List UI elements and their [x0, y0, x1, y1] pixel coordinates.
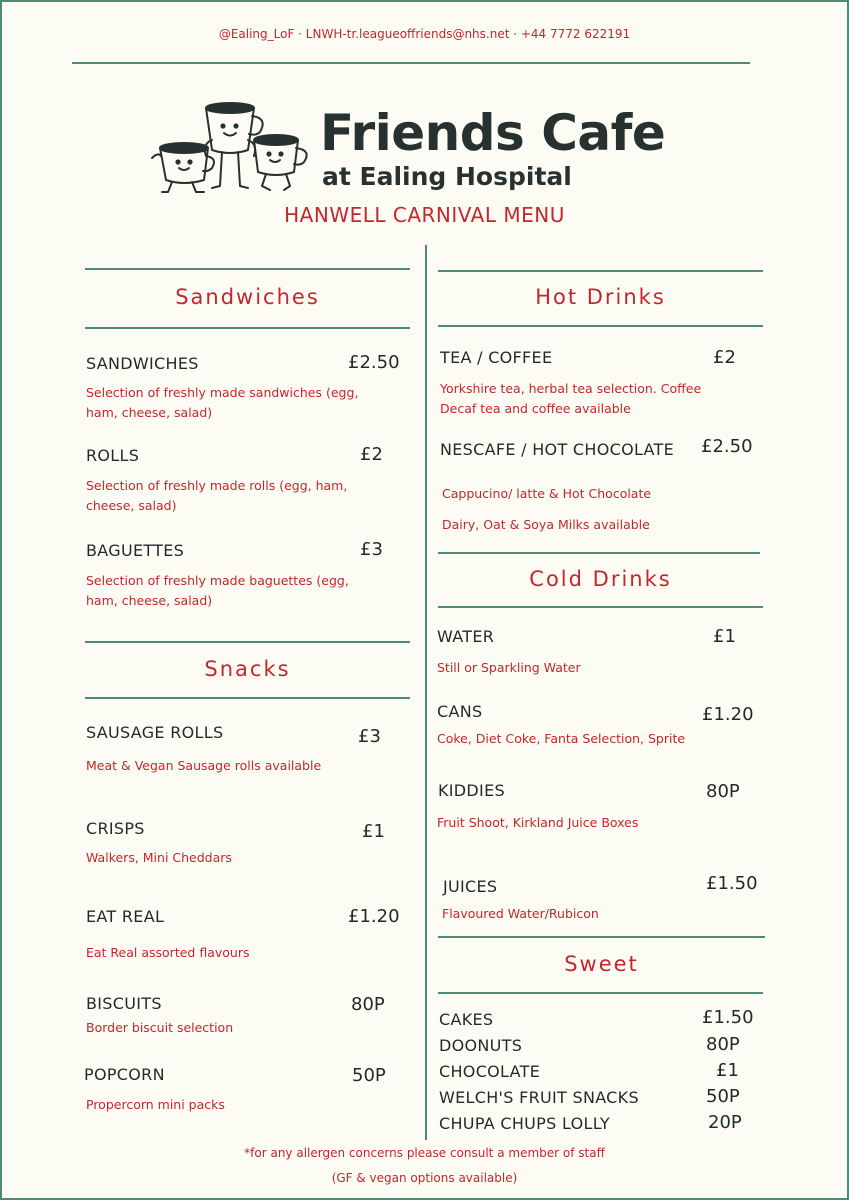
- cafe-subtitle: at Ealing Hospital: [322, 162, 572, 191]
- section-rule: [85, 268, 410, 270]
- item-description: Dairy, Oat & Soya Milks available: [442, 517, 650, 532]
- item-price: £2.50: [348, 352, 400, 373]
- item-description: Coke, Diet Coke, Fanta Selection, Sprite: [437, 731, 686, 746]
- item-name: WATER: [437, 627, 495, 646]
- item-name: TEA / COFFEE: [440, 348, 553, 367]
- item-price: 80P: [706, 1034, 740, 1055]
- item-name: KIDDIES: [438, 781, 505, 800]
- item-price: £1.50: [702, 1007, 754, 1028]
- item-price: £1.20: [348, 906, 400, 927]
- item-name: CHUPA CHUPS LOLLY: [439, 1114, 610, 1133]
- item-description: Decaf tea and coffee available: [440, 401, 631, 416]
- item-name: ROLLS: [86, 446, 140, 465]
- allergen-note: *for any allergen concerns please consult a member of staff: [244, 1146, 605, 1160]
- section-title-sweet: Sweet: [564, 952, 639, 976]
- item-price: 20P: [708, 1112, 742, 1133]
- item-price: 50P: [352, 1065, 386, 1086]
- item-price: 80P: [706, 781, 740, 802]
- section-rule: [438, 992, 763, 994]
- item-name: DOONUTS: [439, 1036, 523, 1055]
- section-rule: [438, 936, 765, 938]
- section-rule: [438, 552, 760, 554]
- item-price: £3: [360, 539, 383, 560]
- item-name: SANDWICHES: [86, 354, 199, 373]
- item-description: Selection of freshly made sandwiches (egg, ham, cheese, salad): [86, 385, 359, 420]
- item-price: 80P: [351, 994, 385, 1015]
- section-rule: [85, 327, 410, 329]
- item-description: Fruit Shoot, Kirkland Juice Boxes: [437, 815, 639, 830]
- options-note: (GF & vegan options available): [331, 1171, 518, 1185]
- item-price: £2: [360, 444, 383, 465]
- item-name: CANS: [437, 702, 483, 721]
- column-divider: [425, 245, 427, 1140]
- item-description: Selection of freshly made rolls (egg, ham, cheese, salad): [86, 478, 348, 513]
- item-description: Propercorn mini packs: [86, 1097, 225, 1112]
- item-price: £1: [362, 821, 385, 842]
- section-title-snacks: Snacks: [204, 657, 291, 681]
- item-description: Eat Real assorted flavours: [86, 945, 250, 960]
- item-name: CRISPS: [86, 819, 145, 838]
- section-rule: [85, 641, 410, 643]
- item-price: £1.20: [702, 704, 754, 725]
- item-description: Selection of freshly made baguettes (egg, ham, cheese, salad): [86, 573, 349, 608]
- contact-line: @Ealing_LoF · LNWH-tr.leagueoffriends@nhs.net · +44 7772 622191: [218, 27, 631, 41]
- item-price: £1.50: [706, 873, 758, 894]
- header-rule: [72, 62, 750, 64]
- item-description: Flavoured Water/Rubicon: [442, 906, 599, 921]
- item-name: POPCORN: [84, 1065, 165, 1084]
- section-title-sandwiches: Sandwiches: [175, 285, 320, 309]
- item-description: Meat & Vegan Sausage rolls available: [86, 758, 322, 773]
- item-name: JUICES: [443, 877, 498, 896]
- item-name: BAGUETTES: [86, 541, 185, 560]
- item-name: SAUSAGE ROLLS: [86, 723, 224, 742]
- section-rule: [438, 606, 763, 608]
- menu-title: HANWELL CARNIVAL MENU: [284, 203, 565, 227]
- section-title-hot-drinks: Hot Drinks: [535, 285, 666, 309]
- item-description: Yorkshire tea, herbal tea selection. Coffee: [440, 381, 702, 396]
- item-name: BISCUITS: [86, 994, 162, 1013]
- item-name: CHOCOLATE: [439, 1062, 541, 1081]
- item-price: £3: [358, 726, 381, 747]
- cafe-title: Friends Cafe: [320, 104, 666, 162]
- section-rule: [85, 697, 410, 699]
- coffee-cup-mascots-icon: [148, 100, 318, 198]
- item-description: Border biscuit selection: [86, 1020, 234, 1035]
- section-title-cold-drinks: Cold Drinks: [529, 567, 672, 591]
- item-description: Cappucino/ latte & Hot Chocolate: [442, 486, 652, 501]
- item-price: £2: [713, 347, 736, 368]
- item-name: WELCH'S FRUIT SNACKS: [439, 1088, 639, 1107]
- item-description: Still or Sparkling Water: [437, 660, 581, 675]
- item-description: Walkers, Mini Cheddars: [86, 850, 232, 865]
- section-rule: [438, 270, 763, 272]
- item-name: EAT REAL: [86, 907, 165, 926]
- item-price: £1: [713, 626, 736, 647]
- section-rule: [438, 325, 763, 327]
- item-name: CAKES: [439, 1010, 494, 1029]
- item-price: £1: [716, 1060, 739, 1081]
- item-price: 50P: [706, 1086, 740, 1107]
- item-price: £2.50: [701, 436, 753, 457]
- item-name: NESCAFE / HOT CHOCOLATE: [440, 440, 675, 459]
